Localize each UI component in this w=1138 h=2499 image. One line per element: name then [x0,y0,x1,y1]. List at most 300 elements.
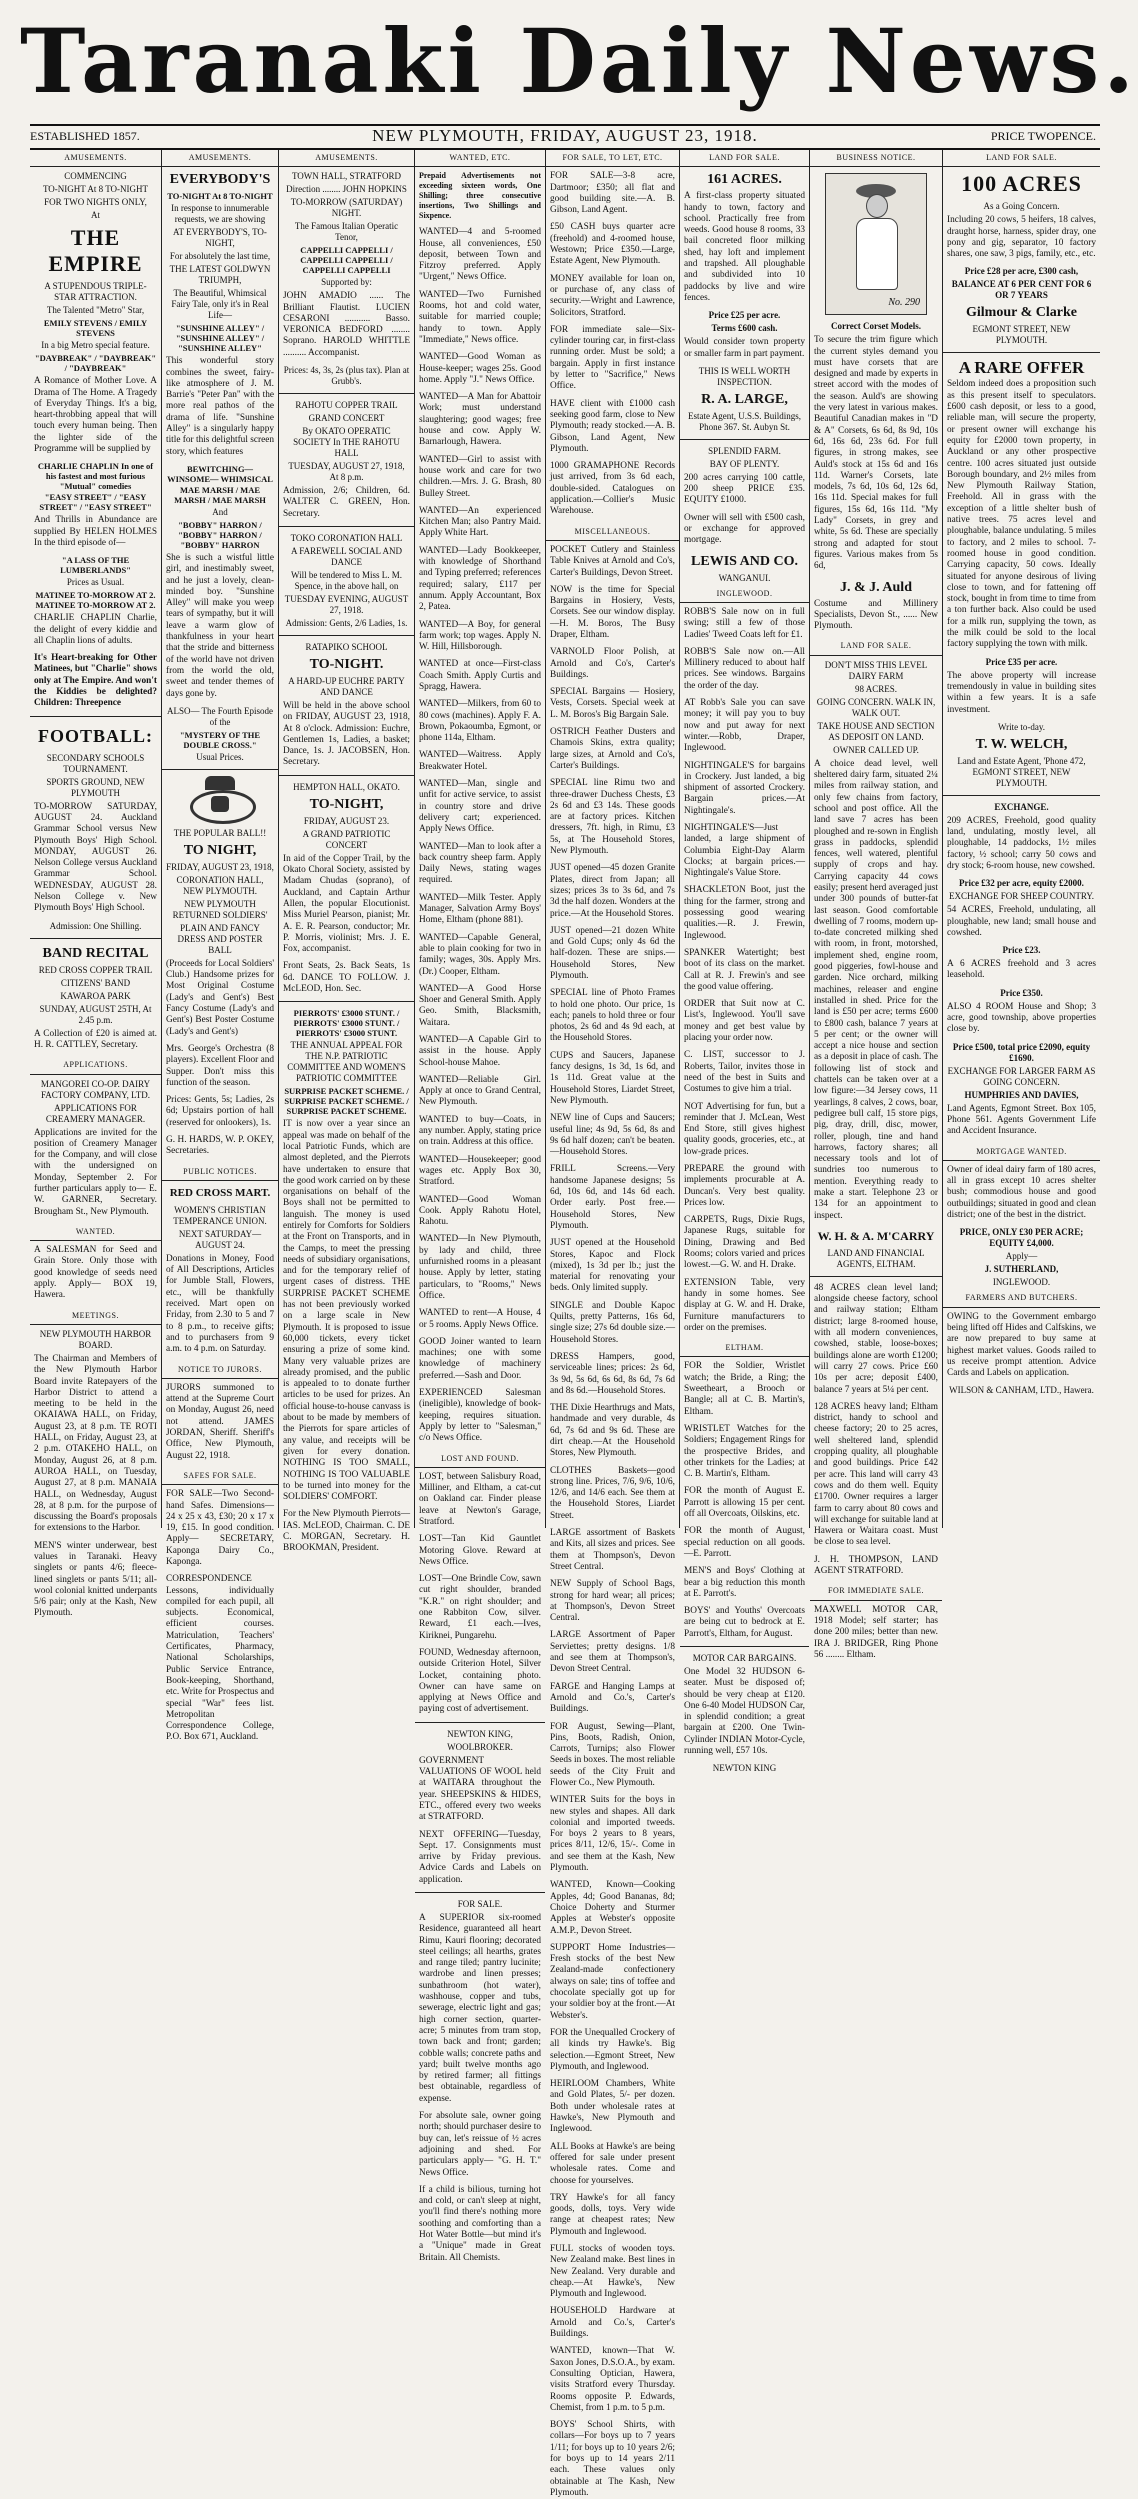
text: OWING to the Government embargo being lifted off Hides and Calfskins, we are now prepared to buy same at highest market values. Goods railed to us receive prompt attention. Advice Cards and Labels on application. [947,1311,1096,1379]
classified: LOST, between Salisbury Road, Milliner, and Eltham, a cat-cut on Oakland car. Finder please leave at Newton's Garage, Stratford. [419,1471,541,1527]
classified: WANTED—Good Woman as House-keeper; wages 25s. Good home. Apply "J." News Office. [419,352,541,385]
classified: DRESS Hampers, good, serviceable lines; prices: 2s 6d, 3s 9d, 5s 6d, 6s 6d, 8s 6d, 7s 6d and 8s 6d.—Household Stores. [550,1351,675,1396]
classified: JUST opened—21 dozen White and Gold Cups; only 4s 6d the half-dozen. These are snips.—Household Stores, New Plymouth. [550,925,675,981]
classified: LARGE assortment of Baskets and Kits, all sizes and prices. See them at Thompson's, Devon Street Central. [550,1528,675,1572]
text: SPORTS GROUND, NEW PLYMOUTH [46,776,145,798]
classified: HAVE client with £1000 cash seeking good farm, close to New Plymouth; ready stocked.—A. B. Gibson, Land Agent, New Plymouth. [550,398,675,454]
text: To secure the trim figure which the current styles demand you must have corsets that are designed and made by experts in street accord with the modes of the season. Auld's are showing the very latest in various makes. Beautiful Canadian makes in "D & A" Corsets, 6s 6d, 8s 9d, 10s 6d, 16s 6d, 23s 6d. For full figures, in strong makes, see Auld's stock at 15s 6d and 16s 11d. Warner's Corsets, late models, 7s 6d, 10s 6d, 12s 6d, 16s 11d. Special makes for full figures, 15s 6d, 16s 11d. "My Lady" Corsets, in grey and white, 5s 6d. These are specially strong and adapted for stout figures. Various makes from 5s 6d, [814,335,938,572]
acres-title: 100 ACRES [961,171,1082,197]
text: SPLENDID FARM. [708,445,781,456]
text: Applications are invited for the position of Creamery Manager for the Company, and will close with the undersigned on Monday, September 2. For further particulars apply to— E. W. GARNER, Secretary. Brougham St., New Plymouth. [34,1127,157,1217]
classified: WANTED, known—That W. Saxon Jones, D.S.O.A., by exam. Consulting Optician, Hawera, visits Stratford every Thursday. Rooms opposite P. Edwards, Chemist, from 1 p.m. to 5 p.m. [550,2346,675,2413]
text: Direction ........ JOHN HOPKINS [286,184,407,195]
text: And Thrills in Abundance are supplied By HELEN HOLMES In the third episode of— [34,515,157,548]
text: TOKO CORONATION HALL [290,532,403,543]
text: INGLEWOOD. [992,1277,1051,1288]
text: The Chairman and Members of the New Plymouth Harbor Board invite Ratepayers of the Harbor District to attend a meeting to be held in the OKAIAWA HALL, on Friday, August 23, at 8 p.m. TE ROTI HALL, on Friday, August 23, at 2 p.m. OTAKEHO HALL, on Monday, August 26, at 8 p.m. AUROA HALL, on Tuesday, August 27, at 8 p.m. MANAIA HALL, on Wednesday, August 28, at 8 p.m. for the purpose of discussing the Board's proposals for extensions to the Harbor. [34,1353,157,1534]
text: TO-NIGHT, [309,796,384,812]
text: 98 ACRES. [854,683,897,694]
text: APPLICATIONS FOR CREAMERY MANAGER. [45,1102,146,1124]
text: ALSO— The Fourth Episode of the [166,705,274,727]
classified: FOR August, Sewing—Plant, Pins, Boots, Radish, Onion, Carrots, Turnips; also Flower Seeds in boxes. The most reliable seeds of the City Fruit and Flower Co., New Plymouth. [550,1721,675,1788]
text: Front Seats, 2s. Back Seats, 1s 6d. DANCE TO FOLLOW. J. McLEOD, Hon. Sec. [283,961,410,995]
text: The above property will increase tremendously in value in building sites within a few years. It is a safe investment. [947,670,1096,715]
text: It's Heart-breaking for Other Matinees, but "Charlie" shows only at The Empire. And won't the Kiddies be delighted? Children: Threepence [34,653,157,709]
text: KAWAROA PARK [60,990,131,1001]
classified: FOR the month of August E. Parrott is allowing 15 per cent. off all Overcoats, Oilskins, etc. [684,1486,805,1520]
text: NEXT OFFERING—Tuesday, Sept. 17. Consignments must arrive by Friday previous. Advice Cards and Labels on application. [419,1829,541,1885]
film-title: "MYSTERY OF THE DOUBLE CROSS." [179,729,261,750]
section-heading: FOR IMMEDIATE SALE. [810,1583,942,1600]
text: Price £500, total price £2090, equity £1690. [952,1041,1091,1063]
text: In aid of the Copper Trail, by the Okato Choral Society, assisted by Madam Chudas (soprano), of Auckland, and Captain Arthur Allen, the popular Elocutionist. Miss Muriel Pearson, pianist; Mr. A. E. R. Pearson, conductor; Mr. P. Morris, violinist; Mrs. J. E. Fox, accompanist. [283,853,410,955]
text: A STUPENDOUS TRIPLE-STAR ATTRACTION. [44,281,147,303]
classified: CUPS and Saucers, Japanese fancy designs, 1s 3d, 1s 6d, and 1s 11d. Great value at the Household Stores, Liardet Street, New Plymouth. [550,1050,675,1106]
text: 48 ACRES clean level land; alongside cheese factory, school and railway station; Eltham district; large 8-roomed house, with all modern conveniences, cowshed, stable, loose-boxes; buildings alone are worth £1200; will carry 27 cows. Price £60 10s per acre; deposit £400, balance 7 years at 5¼ per cent. [814,1282,938,1395]
agent-name: Gilmour & Clarke [966,305,1077,321]
classified: BOYS' School Shirts, with collars—For boys up to 7 years 1/11; for boys up to 10 years 2/6; for boys up to 14 years 2/11 each. These values only obtainable at The Kash, New Plymouth. [550,2420,675,2498]
text: DON'T MISS THIS LEVEL DAIRY FARM [824,659,928,681]
text: NEWTON KING, [447,1728,513,1739]
classified: SPECIAL line of Photo Frames to hold one photo. Our price, 1s each; panels to hold three or four photos, 2s 6d and 4s 9d each, at the Household Stores. [550,988,675,1044]
classified: WANTED to rent—A House, 4 or 5 rooms. Apply News Office. [419,1308,541,1330]
text: EGMONT STREET, NEW PLYMOUTH. [972,324,1071,346]
text: A Romance of Mother Love. A Drama of The Home. A Tragedy of Everyday Things. It's a big, heart-throbbing appeal that will touch every human being. Then the lighter side of the Programme will be supplied by [34,376,157,455]
column-1 [30,150,162,1619]
text: TO-NIGHT. [309,656,384,672]
classified: PREPARE the ground with implements procurable at A. Duncan's. Very best quality. Prices low. [684,1164,805,1208]
classified: WANTED—Capable General, able to plain cooking for two in family; wages, 30s. Apply Mrs. (Dr.) Cooper, Eltham. [419,932,541,977]
classified: CARPETS, Rugs, Dixie Rugs, Japanese Rugs, suitable for Dining, Drawing and Bed Rooms; colors varied and prices lowest.—G. W. and H. Drake. [684,1215,805,1271]
text: GRAND CONCERT [308,413,385,424]
classified: C. LIST, successor to J. Roberts, Tailor, invites those in need of the best in Suits and Costumes to give him a trial. [684,1050,805,1095]
section-heading: FARMERS AND BUTCHERS. [943,1290,1100,1307]
classified: SINGLE and Double Kapoc Quilts, pretty Patterns, 16s 6d, single size; 27s 6d double size.—Household Stores. [550,1300,675,1345]
classified: POCKET Cutlery and Stainless Table Knives at Arnold and Co's, Carter's Buildings, Devon Street. [550,544,675,578]
column-5 [546,150,680,2498]
text: J. H. THOMPSON, LAND AGENT STRATFORD. [814,1554,938,1577]
text: Donations in Money, Food of All Descriptions, Articles for Jumble Stall, Flowers, etc., will be thankfully received. Mart open on Friday, from 2.30 to 5 and 7 to 8 p.m., to receive gifts; and to purchasers from 9 a.m. to 4 p.m. on Saturday. [166,1253,274,1355]
text: TOWN HALL, STRATFORD [291,171,402,182]
star-names: "BOBBY" HARRON / "BOBBY" HARRON / "BOBBY" HARRON [178,519,262,550]
classified: CLOTHES Baskets—good strong line. Prices, 7/6, 9/6, 10/6, 12/6, and 14/6 each. See them at the Household Stores, Liardet Street. [550,1465,675,1521]
divider [30,938,161,939]
text: BAY OF PLENTY. [709,458,780,469]
text: SUNDAY, AUGUST 25TH, At 2.45 p.m. [39,1003,152,1025]
column-2 [162,150,279,1743]
text: AT EVERYBODY'S, TO-NIGHT, [173,227,267,249]
columns [30,150,1100,2498]
text: TO-MORROW SATURDAY, AUGUST 24. Auckland Grammar School versus New Plymouth Boys' High School. MONDAY, AUGUST 26. Nelson College versus Auckland Grammar School. WEDNESDAY, AUGUST 28. Nelson College v. New Plymouth Boys' High School. [34,801,157,914]
dateline [30,124,1100,150]
text: 54 ACRES, Freehold, undulating, all ploughable, new land; small house and cowshed. [947,905,1096,938]
text: Owner will sell with £500 cash, or exchange for approved mortgage. [684,512,805,546]
classified: WANTED—An experienced Kitchen Man; also Pantry Maid. Apply White Hart. [419,505,541,539]
section-heading: BUSINESS NOTICE. [810,150,942,167]
divider [279,526,414,527]
classified: WANTED—Man to look after a back country sheep farm. Apply Daily News, stating wages required. [419,841,541,886]
text: Price £25 per acre. [708,310,781,321]
venue-title: THE EMPIRE [48,225,143,277]
text: NEXT SATURDAY—AUGUST 24. [178,1228,262,1250]
classified: MEN'S and Boys' Clothing at bear a big reduction this month at E. Parrott's. [684,1566,805,1599]
divider [680,439,809,440]
divider [162,769,278,770]
text: Including 20 cows, 5 heifers, 18 calves, draught horse, harness, spider dray, one pony and gig, separator, 10 factory shares, one saw, 3 pigs, family, etc., etc. [947,215,1096,260]
venue-title: EVERYBODY'S [169,172,271,188]
text: The Talented "Metro" Star, [46,305,145,316]
divider [415,1722,545,1723]
film-title: "A LASS OF THE LUMBERLANDS" [60,555,131,576]
text: MOTOR CAR BARGAINS. [692,1652,797,1663]
text: Mrs. George's Orchestra (8 players). Excellent Floor and Supper. Don't miss this function of the season. [166,1043,274,1088]
text: This wonderful story combines the sweet, fairy-like atmosphere of J. M. Barrie's "Peter Pan" with the more real pathos of the drama of life. "Sunshine Alley" is a singularly happy title for this delightful screen story, which features [166,356,274,457]
text: JOHN AMADIO ...... The Brilliant Flautist. LUCIEN CESARONI ........... Basso. VERONICA BEDFORD ........ Soprano. HAROLD WHITTLE .......... Accompanist. [283,291,410,358]
film-title: "DAYBREAK" / "DAYBREAK" / "DAYBREAK" [34,353,157,374]
classified: WANTED—Man, single and unfit for active service, to assist in country store and drive delivery cart; experienced. Apply News Office. [419,779,541,835]
classified: WANTED—Housekeeper; good wages etc. Apply Box 30, Stratford. [419,1154,541,1188]
classified: GOOD Joiner wanted to learn machines; one with some knowledge of machinery preferred.—Sash and Door. [419,1336,541,1381]
text: A first-class property situated handy to town, factory and school. Practically free from weeds. Good house 8 rooms, 33 bail concreted floor milking shed, hay loft and implement and trapshed. All ploughable and subdivided into 10 paddocks by live and wire fences. [684,191,805,303]
star-names: CHARLIE CHAPLIN In one of his fastest and most furious "Mutual" comedies [37,461,154,492]
text: THE LATEST GOLDWYN TRIUMPH, [169,264,271,286]
text: And [212,506,228,517]
classified: JUST opened at the Household Stores, Kapoc and Flock (mixed), 1s 3d per lb.; just the material for renovating your beds. Only limited supply. [550,1238,675,1294]
agent-name: J. SUTHERLAND, [984,1264,1059,1275]
section-heading: LAND FOR SALE. [943,150,1100,167]
classified: HEIRLOOM Chambers, White and Gold Plates, 5/- per dozen. Both under wholesale rates at Hawke's, New Plymouth and Inglewood. [550,2079,675,2135]
text: A Collection of £20 is aimed at. H. R. CATTLEY, Secretary. [34,1028,157,1050]
classified: WANTED, Known—Cooking Apples, 4d; Good Bananas, 8d; Choice Doherty and Sturmer Apples at Webster's opposite A.M.P., Devon Street. [550,1880,675,1936]
text: LAND AND FINANCIAL AGENTS, ELTHAM. [827,1247,925,1269]
text: Admission: One Shilling. [49,920,142,931]
section-heading: NOTICE TO JURORS. [162,1362,278,1379]
classified: WANTED—Reliable Girl. Apply at once to Grand Central, New Plymouth. [419,1074,541,1108]
classified: WANTED—Milk Tester. Apply Manager, Salvation Army Boys' Home, Eltham (phone 881). [419,892,541,926]
text: EXCHANGE FOR SHEEP COUNTRY. [948,891,1095,902]
text: Price £28 per acre, £300 cash, [964,266,1079,277]
text: MATINEE TO-MORROW AT 2. MATINEE TO-MORROW AT 2. [35,590,156,611]
text: BALANCE AT 6 PER CENT FOR 6 OR 7 YEARS [951,279,1092,301]
classified: SPECIAL line Rimu two and three-drawer Duchess Chests, £3 2s 6d and £3 14s. These goods are at factory prices. Kitchen dressers, 7ft. high, in Rimu, £3 5s, at The Household Stores, New Plymouth. [550,778,675,857]
text: The Famous Italian Operatic Tenor, [294,221,399,243]
column-3 [279,150,415,1554]
classified: BOYS' and Youths' Overcoats are being cut to bedrock at E. Parrott's, Eltham, for August. [684,1606,805,1639]
film-title: "EASY STREET" / "EASY STREET" / "EASY STREET" [39,492,152,513]
text: Prepaid Advertisements not exceeding sixteen words, One Shilling; three consecutive insertions, Two Shillings and Sixpence. [419,171,541,221]
classified: WANTED at once—First-class Coach Smith. Apply Curtis and Spragg, Hawera. [419,659,541,692]
text: WILSON & CANHAM, LTD., Hawera. [949,1385,1094,1396]
section-heading: ELTHAM. [680,1340,809,1357]
text: A FAREWELL SOCIAL AND DANCE [291,545,402,567]
classified: FOR SALE—3-8 acre, Dartmoor; £350; all flat and good building site.—A. B. Gibson, Land Agent. [550,171,675,216]
football-title: FOOTBALL: [37,725,153,746]
agent-name: R. A. LARGE, [701,391,788,407]
text: MAXWELL MOTOR CAR, 1918 Model; self starter; has done 200 miles; better than new. IRA J. BRIDGER, Ring Phone 56 ........ Eltham. [814,1604,938,1660]
section-heading: FOR SALE, TO LET, ETC. [546,150,679,167]
classified: OSTRICH Feather Dusters and Chamois Skins, extra quality; large sizes, at Arnold and Co's, Carter's Buildings. [550,727,675,771]
text: FOR SALE—Two Second-hand Safes. Dimensions—24 x 25 x 43, £30; 20 x 17 x 19, £15. In good condition. Apply— SECRETARY, Kaponga Dairy Co., Kaponga. [166,1489,274,1567]
text: THE ANNUAL APPEAL FOR THE N.P. PATRIOTIC COMMITTEE AND WOMEN'S PATRIOTIC COMMITTEE [287,1040,406,1084]
section-heading: SAFES FOR SALE. [162,1468,278,1485]
classified: WANTED—Lady Bookkeeper, with knowledge of Shorthand and Typing preferred; references required; salary, £117 per annum. Apply Accountant, Box 2, Patea. [419,545,541,613]
text: Terms £600 cash. [711,323,778,334]
text: Admission, 2/6; Children, 6d. WALTER C. GREEN, Hon. Secretary. [283,486,410,519]
text: A choice dead level, well sheltered dairy farm, situated 2¼ miles from railway station, and only few chains from factory, school and post office. All the land save 7 acres has been ploughed and re-sown in English grass in paddocks, splendid fences, well watered, plentiful supply of crops and hay. Carrying capacity 44 cows easily; present herd averaged just under 300 pounds of butter-fat last season. Good comfortable dwelling of 7 rooms, modern up-to-date concreted milking shed with room, in front, motorshed, implement shed, engine room, good piggeries, fowl-house and garden. Nice orchard, milking machines, releaser and engine installed in shed. Price for the land is £50 per acre; terms £600 to £800 cash, balance 7 years at 5 per cent; or the owner will accept a nice house and section as a deposit in place of cash. The following list of stock and chattels can be taken over at a low figure:—34 Jersey cows, 11 yearlings, 8 calves, 2 cows, boar, pedigree bull calf, 15 store pigs, pig, dray, drill, disc, mower, roller, plough, tine and hand harrows, factory shares; all necessary tools and lot of sundries too numerous to mention. Everything ready to make a start. Telephone 23 or 134 for an appointment to inspect. [814,758,938,1221]
model-number: No. 290 [888,297,920,308]
text: Land and Estate Agent, 'Phone 472, EGMONT STREET, NEW PLYMOUTH. [957,755,1086,788]
section-heading: LAND FOR SALE. [680,150,809,167]
text: For absolute sale, owner going north; should purchaser desire to buy can, let's reissue of ½ acres adjoining and shed. For particulars apply— "G. H. T." News Office. [419,2111,541,2178]
offer-title: A RARE OFFER [958,358,1085,378]
classified: WANTED—Girl to assist with house work and care for two children.—Mrs. J. G. Brash, 80 Bulley Street. [419,454,541,499]
text: IT is now over a year since an appeal was made on behalf of the local Patriotic Funds, which are almost depleted, and the Pierrots have undertaken to ensure that the good work carried on by these organisations on behalf of the Boys shall not be permitted to languish. The money is used entirely for Comforts for Soldiers at the Front on Transports, and in the Camps, to meet the pressing needs of subsidiary organisations, and for the temporary relief of urgent cases of distress. THE SURPRISE PACKET SCHEME has not been previously worked on a large scale in New Plymouth. It is proposed to issue 60,000 tickets, every ticket ensuring a prize of some kind. Many very valuable prizes are already promised, and the public is appealed to to donate further articles to be used for prizes. An official house-to-house canvass is about to be made by members of the Pierrots for spare articles of any value, and receipts will be given for every donation. NOTHING IS TOO SMALL, NOTHING IS TOO VALUABLE to be turned into money for the SOLDIERS' COMFORT. [283,1119,410,1503]
text: One Model 32 HUDSON 6-seater. Must be disposed of; should be very cheap at £120. One 6-40 Model HUDSON Car, in splendid condition; a great bargain at £200. One Twin-Cylinder INDIAN Motor-Cycle, running well, £57 10s. [684,1666,805,1757]
text: ALSO 4 ROOM House and Shop; 3 acre, good township, above properties close by. [947,1001,1096,1035]
text: OWNER CALLED UP. [833,744,919,755]
classified: LARGE Assortment of Paper Serviettes; pretty designs. 1/8 and see them at Thompson's, Devon Street Central. [550,1630,675,1675]
classified: JUST opened—45 dozen Granite Plates, direct from Japan; all sizes; prices 3s to 3s 6d, and 7s 3d the half dozen. Wonders at the price.—At the Household Stores. [550,863,675,919]
classified: WANTED—A Man for Abattoir Work; must understand slaughtering; good wages; free house and cow. Apply W. Barnarlough, Hawera. [419,392,541,448]
classified: ORDER that Suit now at C. List's, Inglewood. You'll save money and get best value by placing your order now. [684,999,805,1044]
text: As a Going Concern. [983,201,1060,212]
agent-name: W. H. & A. M'CARRY [817,1228,935,1243]
classified: ALL Books at Hawke's are being offered for sale under present wholesale rates. Come and choose for yourselves. [550,2141,675,2186]
divider [279,775,414,776]
text: The Beautiful, Whimsical Fairy Tale, only it's in Real Life— [171,288,269,321]
text: Usual Prices. [196,751,244,762]
text: SURPRISE PACKET SCHEME. / SURPRISE PACKET SCHEME. / SURPRISE PACKET SCHEME. [284,1086,409,1117]
classified: SUPPORT Home Industries—Fresh stocks of the best New Zealand-made confectionery always on sale; tins of toffee and chocolate specially got up for your soldier boy at the front.—At Webster's. [550,1942,675,2021]
classified: NIGHTINGALE'S for bargains in Crockery. Just landed, a big shipment of assorted Crockery. Bargain prices.—At Nightingale's. [684,760,805,816]
agent-name: HUMPHRIES AND DAVIES, [964,1089,1079,1100]
classified: WANTED—A Good Horse Shoer and General Smith. Apply Geo. Smith, Blacksmith, Waitara. [419,983,541,1028]
price-label: PRICE TWOPENCE. [990,129,1096,143]
classified: NOW is the time for Special Bargains in Hosiery, Vests, Corsets. See our window display.—H. M. Boros, The Busy Draper, Eltham. [550,584,675,640]
classified: FOR immediate sale—Six-cylinder touring car, in first-class running order. Must be sold; a bargain. Apply in first instance by letter to "Sacrifice," News Office. [550,324,675,392]
text: In a big Metro special feature. [41,340,150,351]
text: FOR TWO NIGHTS ONLY, [44,197,147,208]
lion-icon [211,796,229,812]
text: Price £350. [1000,987,1043,998]
divider [943,795,1100,796]
classified: WINTER Suits for the boys in new styles and shapes. All dark colonial and imported tweeds. For boys 2 years to 8 years, prices 8/11, 12/6, 15/-. Come in and see them at the Kash, New Plymouth. [550,1795,675,1874]
text: Prices as Usual. [66,577,125,588]
section-heading: MEETINGS. [30,1308,161,1325]
corset-icon [856,218,898,290]
column-7 [810,150,943,1660]
classified: FOR the Unequalled Crockery of all kinds try Hawke's. Big selection.—Egmont Street, New Plymouth, and Inglewood. [550,2027,675,2072]
corset-illustration [825,173,927,315]
agent-name: LEWIS AND CO. [691,553,798,569]
classified: WANTED to buy—Coats, in any number. Apply, stating price on train. Address at this office. [419,1114,541,1148]
section-heading: LOST AND FOUND. [415,1451,545,1468]
text: Price £32 per acre, equity £2000. [959,878,1084,889]
text: A SUPERIOR six-roomed Residence, guaranteed all heart Rimu, Kauri flooring; decorated steel ceilings; all hearths, grates and range tiled; pantry lucinite; wardrobe and linen presses; sunbathroom (hot water), washhouse, copper and tubs, sewerage, electric light and gas; high corner section, quarter-acre; 5 minutes from tram stop, town back and front; garden; cobble walls; concrete paths and yard; built twelve months ago by retired farmer; all fittings best obtainable, regardless of expense. [419,1913,541,2104]
masthead-title: Taranaki Daily News. [20,9,1138,113]
text: CITIZENS' BAND [60,977,131,988]
text: RAHOTU COPPER TRAIL [295,400,398,411]
film-title: "SUNSHINE ALLEY" / "SUNSHINE ALLEY" / "SUNSHINE ALLEY" [175,323,265,354]
divider [943,352,1100,353]
text: Prices: Gents, 5s; Ladies, 2s 6d; Upstairs portion of hall (reserved for onlookers), 1s. [166,1095,274,1128]
text: A HARD-UP EUCHRE PARTY AND DANCE [288,675,405,697]
classified: HOUSEHOLD Hardware at Arnold and Co.'s, Carter's Buildings. [550,2306,675,2340]
text: Correct Corset Models. [830,321,922,332]
classified: FOR the month of August, special reduction on all goods.—E. Parrott. [684,1526,805,1559]
classified: WANTED—4 and 5-roomed House, all conveniences, £50 deposit, between Town and Fitzroy preferred. Apply "Urgent," News Office. [419,227,541,283]
text: EXCHANGE. [994,801,1049,812]
text: NEW PLYMOUTH HARBOR BOARD. [39,1328,152,1350]
text: Will be held in the above school on FRIDAY, AUGUST 23, 1918, At 8 o'clock. Admission: Euchre, Gentlemen 1s, Ladies, a basket; Dance, 1s. J. JACOBSEN, Hon. Secretary. [283,700,410,768]
established-label: ESTABLISHED 1857. [30,129,140,143]
divider [30,716,161,717]
text: FOR SALE. [457,1899,503,1909]
classified: SHACKLETON Boot, just the thing for the farmer, strong and possessing good wearing qualities.—R. J. Frewin, Inglewood. [684,885,805,941]
classified: ROBB'S Sale now on in full swing; still a few of those Ladies' Tweed Coats left for £1. [684,606,805,640]
star-names: CAPPELLI CAPPELLI / CAPPELLI CAPPELLI / CAPPELLI CAPPELLI [300,245,393,276]
classified: EXTENSION Table, very handy in some homes. See display at G. W. and H. Drake, Furniture manufacturers to order on the premises. [684,1277,805,1333]
text: She is such a wistful little girl, and inestimably sweet, and he just a lovely, clean-minded boy. "Sunshine Alley" will make you weep tears of sympathy, but it will leave a warm glow of thankfulness in your heart that the stride and bitterness of the world have not driven from the world the old, sweet and tender themes of days gone by. [166,552,274,699]
text: Will be tendered to Miss L. M. Spence, in the above hall, on [290,569,403,591]
classified: WANTED—Waitress. Apply Breakwater Hotel. [419,750,541,772]
classified: WANTED—A Capable Girl to assist in the house. Apply School-house Mahoe. [419,1035,541,1068]
column-4 [415,150,546,2263]
text: RED CROSS COPPER TRAIL [38,964,153,975]
text: SECONDARY SCHOOLS TOURNAMENT. [46,752,145,774]
star-names: EMILY STEVENS / EMILY STEVENS [43,318,148,339]
divider [415,1892,545,1893]
text: TUESDAY, AUGUST 27, 1918, At 8 p.m. [288,461,405,483]
section-heading: WANTED. [30,1224,161,1241]
classified: AT Robb's Sale you can save money; it will pay you to buy now and put away for next winter.—Robb, Draper, Inglewood. [684,698,805,754]
text: MANGOREI CO-OP. DAIRY FACTORY COMPANY, LTD. [40,1078,151,1100]
classified: NEW Supply of School Bags, strong for hard wear; all prices; at Thompson's, Devon Street Central. [550,1579,675,1624]
text: For absolutely the last time, [169,251,271,262]
text: PRICE, ONLY £30 PER ACRE; EQUITY £4,000. [959,1227,1084,1249]
text: 209 ACRES, Freehold, good quality land, undulating, mostly level, all ploughable, 14 paddocks, 1½ miles factory, ½ school; carry 50 cows and dry stock; 6-room house, new cowshed. [947,815,1096,871]
text: THIS IS WELL WORTH INSPECTION. [698,365,791,387]
classified: SPECIAL Bargains — Hosiery, Vests, Corsets. Special week at L. M. Boros's Big Bargain Sale. [550,687,675,720]
classified: FRILL Screens.—Very handsome Japanese designs; 5s 6d, 10s 6d, and 14s 6d each. Order early. Post free.—Household Stores, New Plymouth. [550,1164,675,1231]
classified: LOST—One Brindle Cow, sawn cut right shoulder, branded "K.R." on right shoulder; and one Rabbiton Cow, silver. Reward, £1 each.—Ives, Kiriknei, Pungarehu. [419,1574,541,1641]
text: EXCHANGE FOR LARGER FARM AS GOING CONCERN. [947,1065,1096,1087]
text: NEW PLYMOUTH RETURNED SOLDIERS' [172,898,268,920]
classified: EXPERIENCED Salesman (ineligible), knowledge of book-keeping, requires situation. Apply by letter to "Salesman," c/o News Office. [419,1388,541,1444]
text: TO NIGHT, [183,842,257,858]
head-icon [866,194,888,218]
text: Write to-day. [997,721,1046,732]
text: Owner of ideal dairy farm of 180 acres, all in grass except 10 acres shelter bush; commodious house and good outbuildings; situated in good and clean district; one of the best in the district. [947,1164,1096,1221]
classified: NOT Advertising for fun, but a reminder that J. McLean, West End Store, still gives highest quality goods, groceries, etc., at low-grade prices. [684,1101,805,1157]
text: FRIDAY, AUGUST 23. [303,815,390,826]
text: Prices: 4s, 3s, 2s (plus tax). Plan at Grubb's. [283,365,410,387]
text: By OKATO OPERATIC SOCIETY In THE RAHOTU HALL [293,426,400,459]
divider [680,1646,809,1647]
classified: £50 CASH buys quarter acre (freehold) and 4-roomed house, Westown; Price £350.—Large, Estate Agent, New Plymouth. [550,222,675,267]
text: Seldom indeed does a proposition such as this present itself to speculators. £600 cash deposit, or less to a good, reliable man, will secure the property, or present owner will exchange his equity for £2000 town property, in Auckland or any other prospective centre. 100 acres situated just outside Borough boundary, and 2½ miles from New Plymouth Railway Station, Freehold. All in grass with the exception of a little shelter bush of native trees. 75 acres level and ploughable, balance undulating. 5 miles to factory, and 2 miles to school. 7-roomed house in good condition. Carrying capacity, 50 cows. Ideally situated for anyone desirous of living close to town, and for fattening off stock, bought in from time to time from a ton further back. Also could be used for a milk run, supplying the town, as the milk could be sold to the local factory supplying the town with milk. [947,379,1096,650]
text: At [91,210,100,221]
text: MEN'S winter underwear, best values in Taranaki. Heavy singlets or pants 4/6; fleece-lined singlets or pants 5/11; all-wool colonial knitted underpants 5/6 pair; only at the Kash, New Plymouth. [34,1540,157,1619]
text: A 6 ACRES freehold and 3 acres leasehold. [947,959,1096,981]
classified: NEW line of Cups and Saucers; useful line; 4s 9d, 5s 6d, 8s and 9s 6d half dozen; can't be beaten.—Household Stores. [550,1113,675,1158]
text: Land Agents, Egmont Street. Box 105, Phone 561. Agents Government Life and Accident Insurance. [947,1103,1096,1137]
classified: FOUND, Wednesday afternoon, outside Criterion Hotel, Silver Locket, containing photo. Owner can have same on applying at News Office and paying cost of advertisement. [419,1647,541,1715]
column-8 [943,150,1100,1528]
text: FRIDAY, AUGUST 23, 1918, [166,861,274,872]
divider [279,635,414,636]
text: WANGANUI. [718,572,771,583]
text: RED CROSS MART. [169,1186,271,1199]
text: WOMEN'S CHRISTIAN TEMPERANCE UNION. [173,1204,267,1226]
text: TO-NIGHT At 8 TO-NIGHT [42,184,149,195]
classified: WANTED—In New Plymouth, by lady and child, three unfurnished rooms in a pleasant house. Apply by letter, stating particulars, to "Rooms," News Office. [419,1234,541,1301]
section-heading: INGLEWOOD. [680,586,809,603]
classified: NIGHTINGALE'S—Just landed, a large shipment of Columbia Eight-Day Alarm Clocks; at bargain prices.—Nightingale's Value Store. [684,822,805,879]
text: Supported by: [321,277,372,288]
text: PLAIN AND FANCY DRESS AND POSTER BALL [177,922,263,955]
text: GOING CONCERN. WALK IN, WALK OUT. [816,696,936,718]
column-6 [680,150,810,1774]
divider [279,1001,414,1002]
star-names: MAE MARSH / MAE MARSH / MAE MARSH [174,484,266,505]
classified: WANTED—A Boy, for general farm work; top wages. Apply N. W. Hill, Hillsborough. [419,619,541,653]
section-heading: LAND FOR SALE. [810,638,942,655]
text: A GRAND PATRIOTIC CONCERT [302,828,391,850]
text: TO-NIGHT At 8 TO-NIGHT [167,191,273,202]
acres-title: 161 ACRES. [707,172,782,188]
agent-name: T. W. WELCH, [975,736,1068,752]
text: 128 ACRES heavy land; Eltham district, handy to school and cheese factory; 20 to 25 acres, well sheltered land, splendid cropping quality, all ploughable and good buildings. Price £42 per acre. This land will carry 43 cows and do them well. Equity £1700. Owner requires a larger farm to carry about 80 cows and will exchange for suitable land at Hawera or Waitara coast. Must be close to sea level. [814,1401,938,1548]
text: TO-MORROW (SATURDAY) NIGHT. [290,197,403,219]
section-heading: APPLICATIONS. [30,1057,161,1074]
text: (Proceeds for Local Soldiers' Club.) Handsome prizes for Most Original Costume (Lady's and Gent's) Best Fancy Costume (Lady's and Gent's) Best Poster Costume (Lady's and Gent's) [166,958,274,1037]
classified: WANTED—Two Furnished Rooms, hot and cold water, suitable for married couple; handy to town. Apply "Immediate," News office. [419,289,541,345]
text: NEWTON KING [712,1763,777,1774]
classified: 1000 GRAMAPHONE Records just arrived, from 3s 6d each, double-sided. Catalogues on application.—Collier's Music Warehouse. [550,461,675,517]
text: Estate Agent, U.S.S. Buildings, Phone 367. St. Aubyn St. [687,410,801,432]
text: TAKE HOUSE AND SECTION AS DEPOSIT ON LAND. [817,720,935,742]
text: CHARLIE CHAPLIN Charlie, the delight of every kiddie and all Chaplin lions of adults. [34,613,157,646]
text: Price £35 per acre. [985,656,1058,667]
business-name: J. & J. Auld [840,579,912,595]
text: A SALESMAN for Seed and Grain Store. Only those with good knowledge of seeds need apply. Apply— BOX 19, Hawera. [34,1245,157,1301]
classified: WANTED—Milkers, from 60 to 80 cows (machines). Apply F. A. Brown, Pokaoumba, Egmont, or phone 114a, Eltham. [419,699,541,744]
text: Would consider town property or smaller farm in part payment. [684,337,805,359]
crest-emblem [175,776,265,822]
text: Apply— [1005,1251,1038,1262]
classified: FULL stocks of wooden toys. New Zealand make. Best lines in New Zealand. Very durable and cheap.—At Hawke's, New Plymouth and Inglewood. [550,2243,675,2300]
text: JURORS summoned to attend at the Supreme Court on Monday, August 26, need not attend. JAMES JORDAN, Sheriff. Sheriff's Office, New Plymouth, August 22, 1918. [166,1382,274,1461]
text: GOVERNMENT VALUATIONS OF WOOL held at WAITARA throughout the year. SHEEPSKINS & HIDES, ETC., offered every two weeks at STRATFORD. [419,1755,541,1823]
text: WOOLBROKER. [447,1741,513,1752]
text: For the New Plymouth Pierrots— IAS. McLEOD, Chairman. C. DE C. MORGAN, Secretary. H. BROOKMAN, President. [283,1509,410,1554]
text: PIERROTS' £3000 STUNT. / PIERROTS' £3000 STUNT. / PIERROTS' £3000 STUNT. [293,1008,400,1039]
text: CORONATION HALL, NEW PLYMOUTH. [176,874,264,896]
section-heading: WANTED, ETC. [415,150,545,167]
classified: THE Dixie Hearthrugs and Mats, handmade and very durable, 4s 6d, 7s 6d and 9s 6d. These are dirt cheap.—At the Household Stores, New Plymouth. [550,1403,675,1459]
text: TUESDAY EVENING, AUGUST 27, 1918. [284,593,409,615]
classified: MONEY available for loan on, or purchase of, any class of security.—Wright and Lawrence, Solicitors, Stratford. [550,273,675,318]
classified: FARGE and Hanging Lamps at Arnold and Co.'s, Carter's Buildings. [550,1681,675,1715]
text: If a child is bilious, turning hot and cold, or can't sleep at night, you'll find there's nothing more soothing and comforting than a Hot Water Bottle—but mind it's a "Unique" made in Great Britain. All Chemists. [419,2184,541,2263]
text: 200 acres carrying 100 cattle, 200 sheep PRICE £35. EQUITY £1000. [684,472,805,506]
classified: FOR the Soldier, Wristlet watch; the Bride, a Ring; the Sweetheart, a Brooch or Bangle; all at C. B. Martin's, Eltham. [684,1361,805,1417]
classified: WRISTLET Watches for the Soldiers; Engagement Rings for the prospective Brides, and other trinkets for the Ladies; at C. B. Martin's, Eltham. [684,1423,805,1480]
text: RATAPIKO SCHOOL [305,641,388,652]
text: CORRESPONDENCE Lessons, individually compiled for each pupil, all subjects. Economical, efficient courses. Matriculation, Teachers' Certificates, Pharmacy, National Scholarships, Public Service Entrance, Book-keeping, Shorthand, etc. Write for Prospectus and special "War" fees list. Metropolitan Correspondence College, P.O. Box 671, Auckland. [166,1574,274,1743]
section-heading: AMUSEMENTS. [279,150,414,167]
